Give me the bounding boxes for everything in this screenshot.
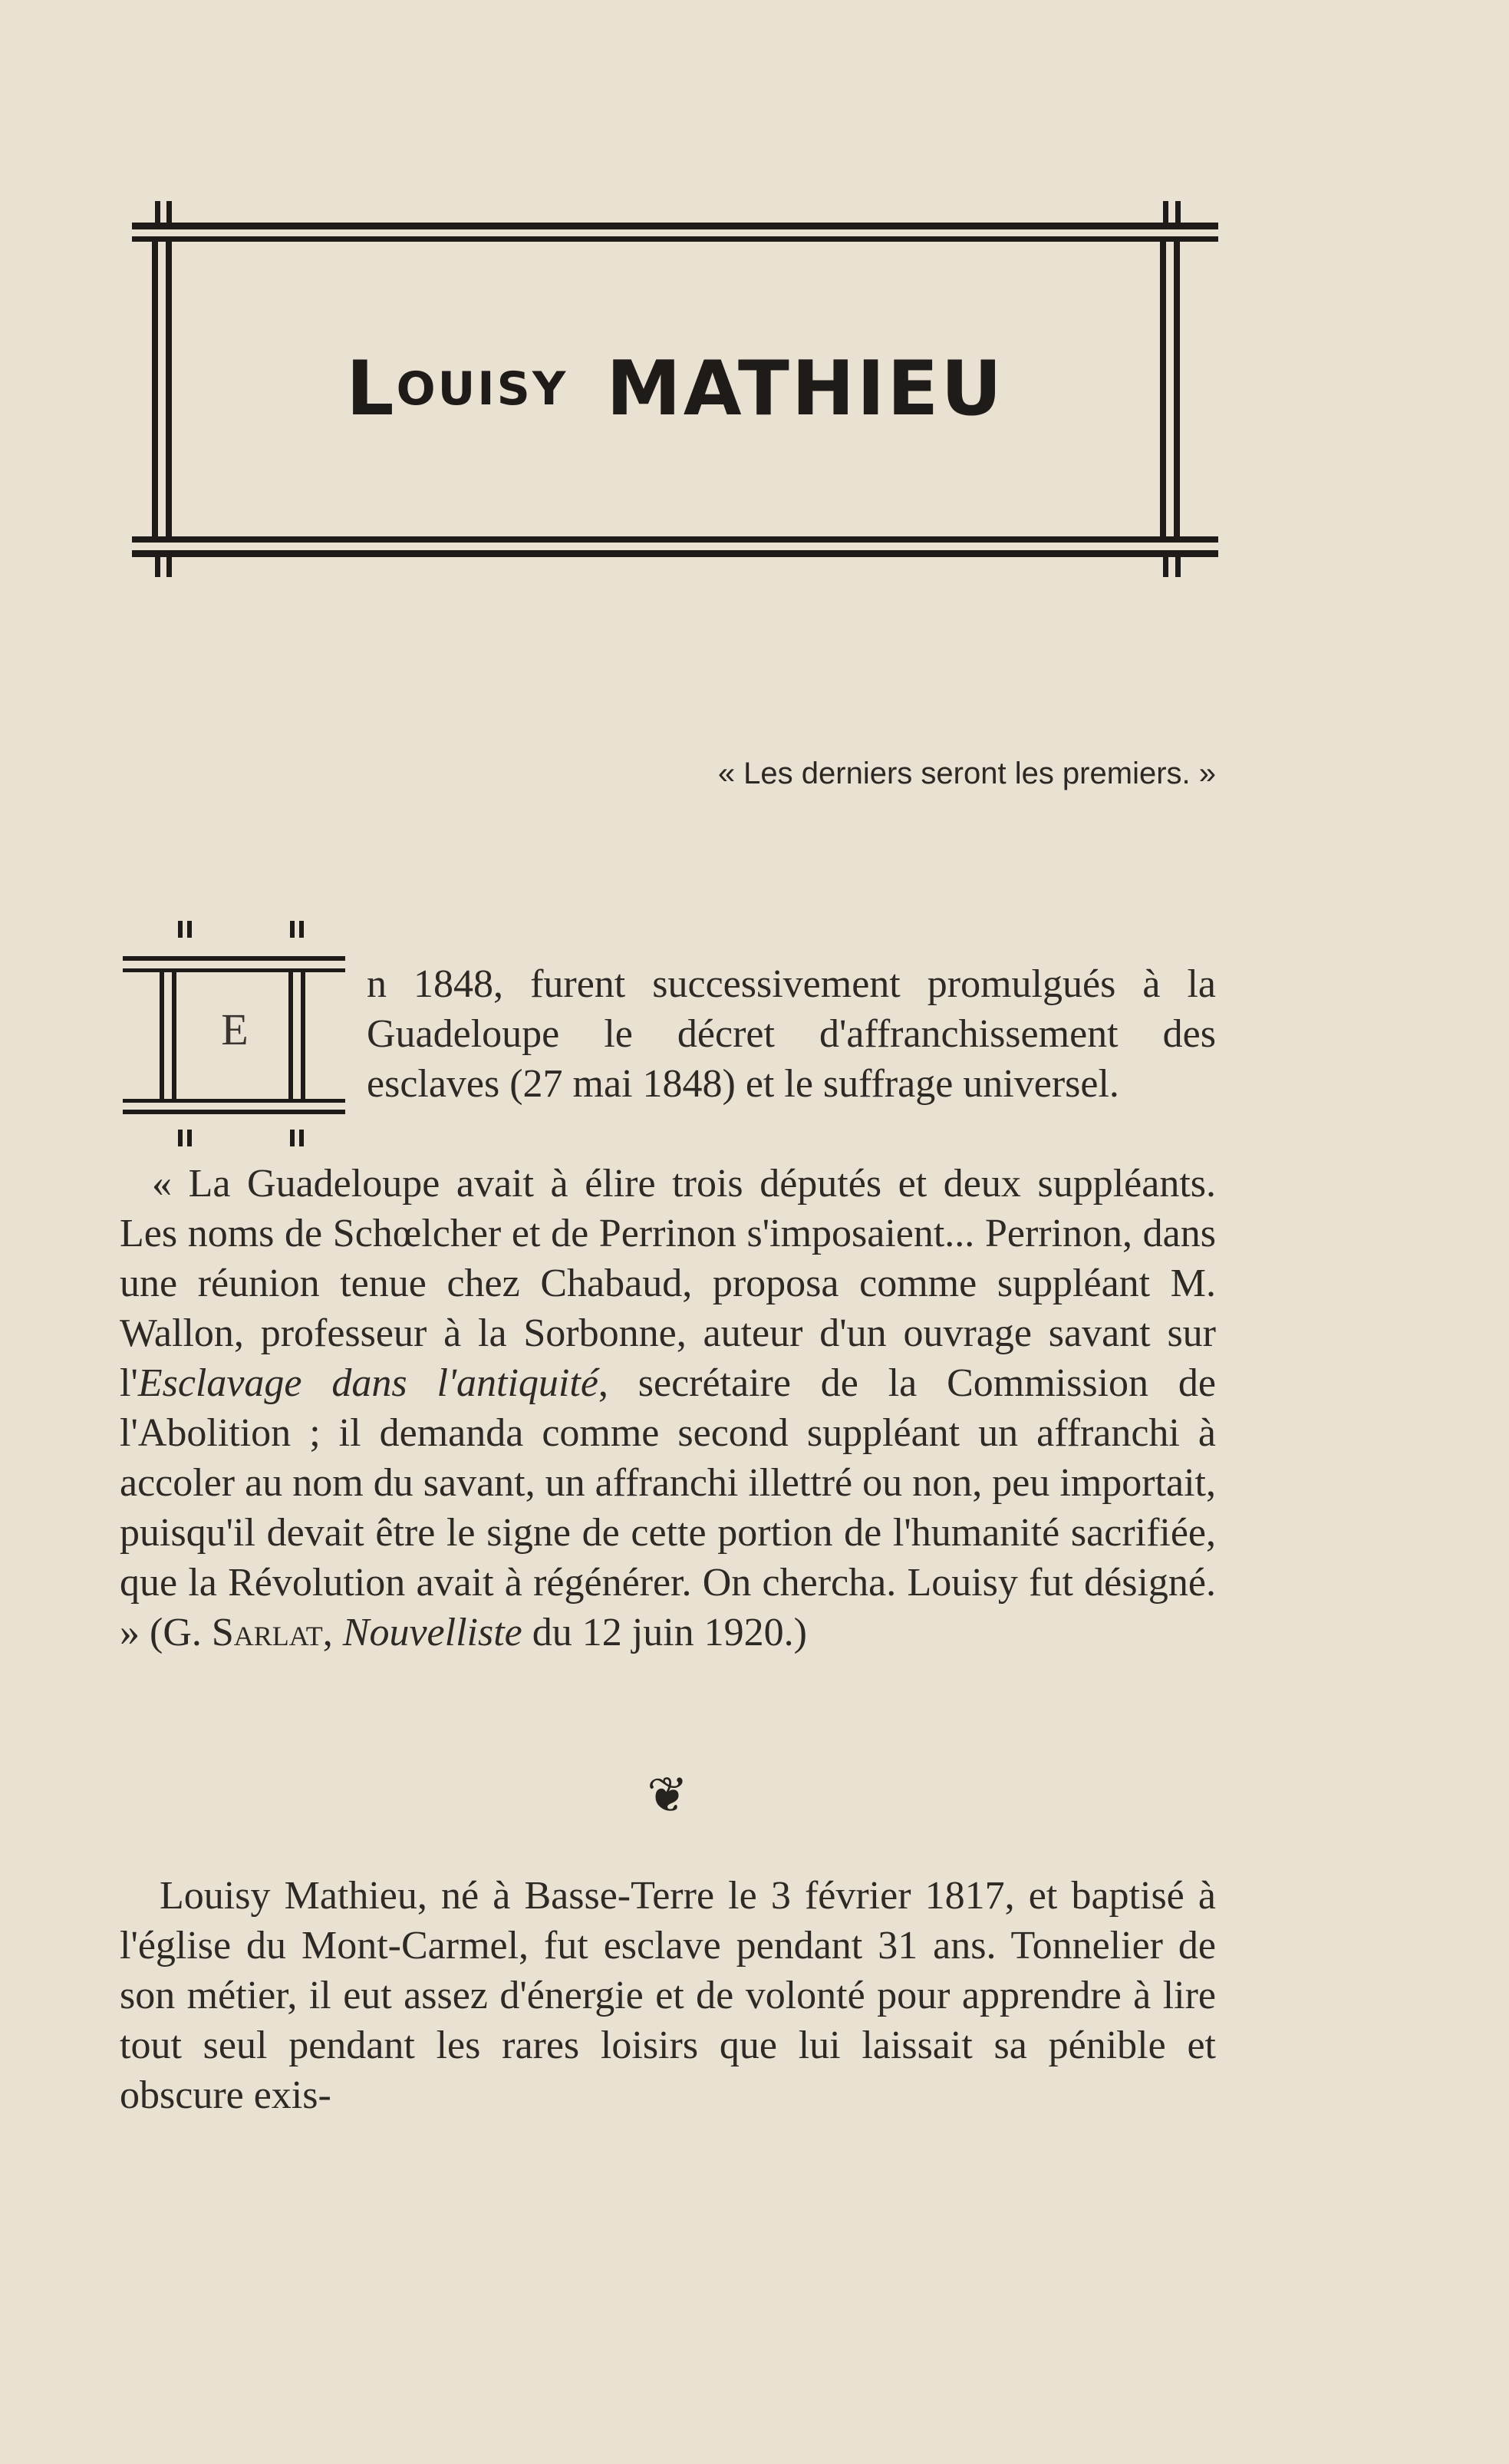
title-first-rest: OUISY [396,362,568,416]
paragraph-intro: n 1848, furent successivement promulgués à la Guadeloupe le décret d'affranchissement des esclaves (27 mai 1848) et le suffrage universel. [367,962,1216,1106]
epigraph: « Les derniers seront les premiers. » [717,757,1216,790]
title-frame [132,201,1218,577]
dropcap-frame [123,921,345,1147]
paragraph-biography: Louisy Mathieu, né à Basse-Terre le 3 février 1817, et baptisé à l'église du Mont-Carmel, fut esclave pendant 31 ans. Tonnelier de son métier, il eut assez d'énergie et de volonté pour apprendre à lire tout seul pendant les rares loisirs que lui laissait sa pénible et obscure exis- [120,1874,1216,2117]
page-title [132,201,1218,577]
fleuron-icon: ❦ [647,1768,688,1822]
paragraph-quotation [120,1159,1216,1658]
quotation-text-b: , secrétaire de la Commission de l'Abolition ; il demanda comme second suppléant un affranchi à accoler au nom du savant, un affranchi illettré ou non, peu importait, puisqu'il devait être le signe de cette portion de l'humanité sacrifiée, que la Révolution avait à régénérer. On chercha. Louisy fut désigné. » (G. [120,1361,1216,1654]
dropcap-letter: E [221,1004,249,1054]
quotation-author: Sarlat [211,1611,323,1654]
quotation-text-c: , [322,1611,343,1654]
quotation-book-title: Esclavage dans l'antiquité [137,1361,598,1405]
title-first-initial: L [346,345,397,433]
quotation-text-a: « La Guadeloupe avait à élire trois députés et deux suppléants. Les noms de Schœlcher et de Perrinon s'imposaient... Perrinon, dans une réunion tenue chez Chabaud, proposa comme suppléant M. Wallon, professeur à la Sorbonne, auteur d'un ouvrage savant sur l' [120,1162,1216,1405]
quotation-text-d: du 12 juin 1920.) [522,1611,807,1654]
quotation-source: Nouvelliste [342,1611,522,1654]
title-last-name: MATHIEU [606,345,1004,433]
